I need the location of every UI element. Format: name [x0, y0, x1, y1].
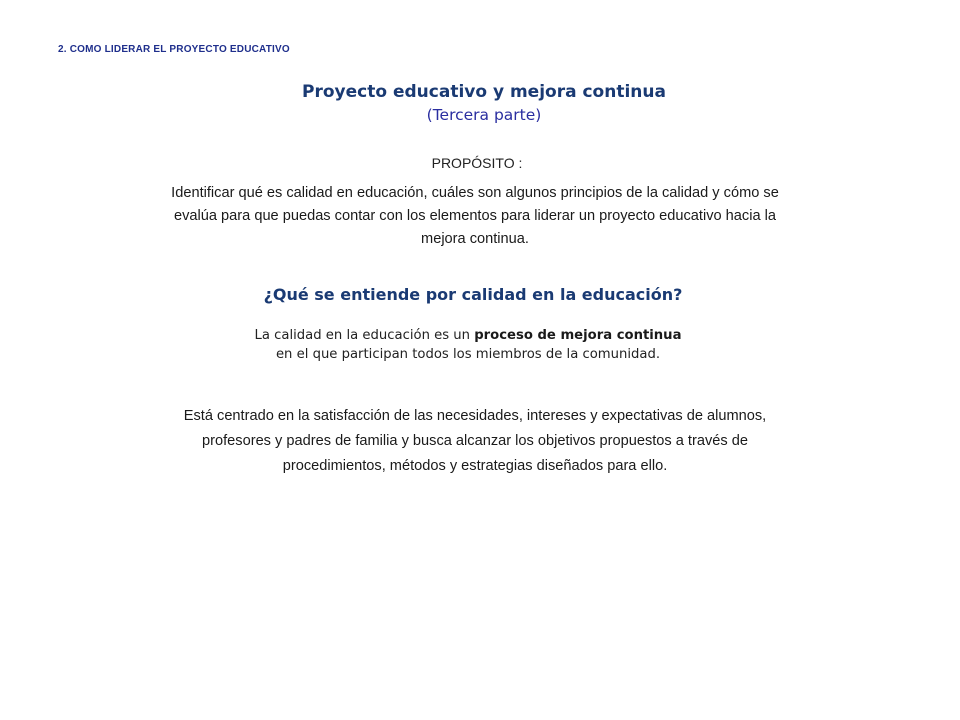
- body-paragraph: Está centrado en la satisfacción de las necesidades, intereses y expectativas de alumnos, profesores y padres de familia y busca alcanzar los objetivos propuestos a través de procedimientos, métodos y estrategias diseñados para ello.: [183, 408, 767, 474]
- purpose-text: Identificar qué es calidad en educación, cuáles son algunos principios de la calidad y cómo se evalúa para que puedas contar con los elementos para liderar un proyecto educativo hacia la mejora continua.: [171, 185, 779, 247]
- page-title: Proyecto educativo y mejora continua: [302, 82, 666, 102]
- answer-emphasis: proceso de mejora continua: [474, 328, 682, 343]
- purpose-heading: PROPÓSITO :: [431, 155, 523, 171]
- quality-definition: [150, 326, 786, 364]
- answer-prefix: La calidad en la educación es un: [254, 328, 475, 343]
- question-heading: ¿Qué se entiende por calidad en la educación?: [263, 285, 683, 304]
- page-subtitle: (Tercera parte): [426, 106, 542, 124]
- answer-suffix: en el que participan todos los miembros de la comunidad.: [275, 347, 661, 362]
- section-label: 2. COMO LIDERAR EL PROYECTO EDUCATIVO: [58, 44, 290, 55]
